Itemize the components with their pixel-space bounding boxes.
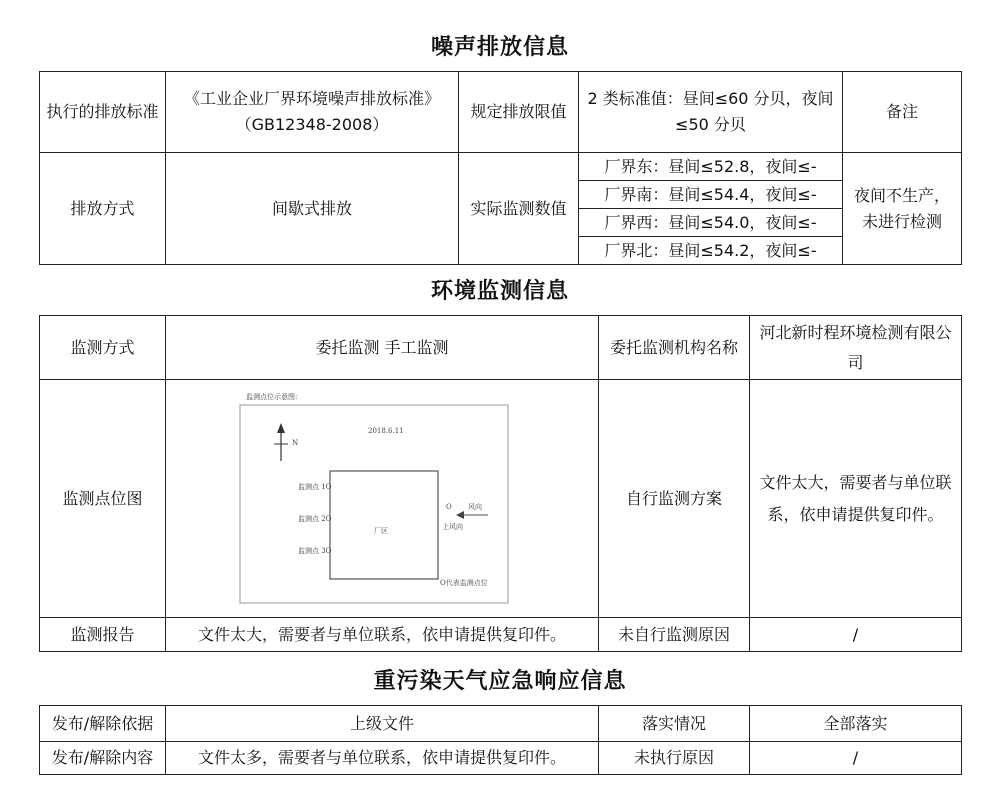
no-self-monitor-reason-label: 未自行监测原因 bbox=[599, 618, 750, 652]
weather-section-title: 重污染天气应急响应信息 bbox=[373, 669, 627, 694]
monitoring-point-diagram bbox=[212, 387, 552, 611]
monitor-method-value: 委托监测 手工监测 bbox=[166, 316, 599, 380]
standard-value-line1: 《工业企业厂界环境噪声排放标准》 bbox=[183, 89, 440, 108]
diagram-point-2: 监测点 2O bbox=[298, 514, 332, 523]
emission-method-label: 排放方式 bbox=[40, 153, 166, 265]
actual-value-west: 厂界西：昼间≤54.0，夜间≤- bbox=[579, 209, 842, 237]
content-value: 文件太多，需要者与单位联系，依申请提供复印件。 bbox=[166, 742, 599, 775]
diagram-wind-label: 风向 bbox=[468, 502, 482, 511]
agency-value: 河北新时程环境检测有限公司 bbox=[750, 316, 962, 380]
noise-table bbox=[39, 71, 962, 265]
limit-value: 2 类标准值：昼间≤60 分贝，夜间≤50 分贝 bbox=[579, 72, 843, 153]
report-label: 监测报告 bbox=[40, 618, 166, 652]
monitor-method-label: 监测方式 bbox=[40, 316, 166, 380]
actual-values bbox=[579, 153, 843, 265]
monitoring-diagram-cell bbox=[166, 380, 599, 618]
standard-label: 执行的排放标准 bbox=[40, 72, 166, 153]
not-executed-reason-value: / bbox=[750, 742, 962, 775]
no-self-monitor-reason-value: / bbox=[750, 618, 962, 652]
noise-section-title: 噪声排放信息 bbox=[430, 35, 569, 60]
content-label: 发布/解除内容 bbox=[40, 742, 166, 775]
actual-value-south: 厂界南：昼间≤54.4，夜间≤- bbox=[579, 181, 842, 209]
diagram-point-3: 监测点 3O bbox=[298, 546, 332, 555]
report-value: 文件太大，需要者与单位联系，依申请提供复印件。 bbox=[166, 618, 599, 652]
standard-value bbox=[166, 72, 459, 153]
env-section-title: 环境监测信息 bbox=[430, 279, 569, 304]
self-monitor-plan-label: 自行监测方案 bbox=[599, 380, 750, 618]
weather-table bbox=[39, 705, 962, 775]
diagram-date: 2018.6.11 bbox=[368, 426, 404, 435]
diagram-point-1: 监测点 1O bbox=[298, 482, 332, 491]
actual-value-north: 厂界北：昼间≤54.2，夜间≤- bbox=[604, 241, 817, 260]
diagram-upwind-label: 上风向 bbox=[442, 522, 463, 531]
diagram-legend: O代表监测点位 bbox=[440, 578, 488, 587]
emission-method-value: 间歇式排放 bbox=[166, 153, 459, 265]
remark-label: 备注 bbox=[843, 72, 962, 153]
agency-label: 委托监测机构名称 bbox=[599, 316, 750, 380]
status-value: 全部落实 bbox=[750, 706, 962, 742]
actual-value-east: 厂界东：昼间≤52.8，夜间≤- bbox=[579, 153, 842, 181]
diagram-heading: 监测点位示意图: bbox=[246, 392, 298, 401]
map-note: 文件太大，需要者与单位联系，依申请提供复印件。 bbox=[750, 380, 962, 618]
actual-value-label: 实际监测数值 bbox=[459, 153, 579, 265]
diagram-factory-label: 厂区 bbox=[374, 526, 388, 535]
env-table bbox=[39, 315, 962, 652]
status-label: 落实情况 bbox=[599, 706, 750, 742]
limit-label: 规定排放限值 bbox=[459, 72, 579, 153]
diagram-drawing bbox=[212, 387, 552, 611]
remark-value: 夜间不生产，未进行检测 bbox=[843, 153, 962, 265]
diagram-point-marker: O bbox=[446, 502, 452, 511]
not-executed-reason-label: 未执行原因 bbox=[599, 742, 750, 775]
diagram-north-label: N bbox=[292, 438, 299, 447]
basis-label: 发布/解除依据 bbox=[40, 706, 166, 742]
basis-value: 上级文件 bbox=[166, 706, 599, 742]
standard-value-line2: （GB12348-2008） bbox=[235, 115, 389, 134]
map-label: 监测点位图 bbox=[40, 380, 166, 618]
